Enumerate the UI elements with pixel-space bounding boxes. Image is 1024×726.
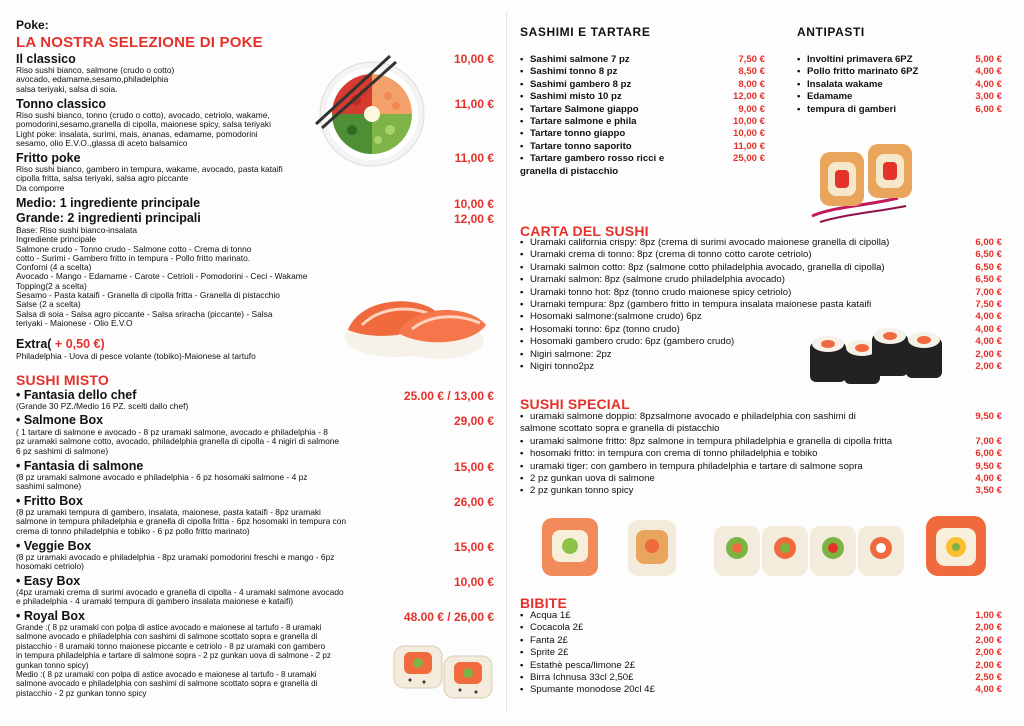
- special-item: [520, 448, 1002, 460]
- misto-item-price: 15,00 €: [453, 460, 494, 474]
- misto-item-desc: (8 pz uramaki avocado e philadelphia - 8pz uramaki pomodorini freschi e mango - 6pz hosomaki cetriolo): [16, 552, 335, 572]
- bibite-item-name: Spumante monodose 20cl 4£: [530, 684, 655, 696]
- bullet-icon: •: [520, 659, 524, 671]
- bullet-icon: •: [520, 634, 524, 646]
- misto-item-desc: (8 pz uramaki tempura di gambero, insalata, maionese, pasta kataifi - 8pz uramaki salmone in tempura philadelphia e granella di cipolla fritta - 6pz hosomaki in tempura con crema di tonno philadelphia e tobiko - 6 pz pollo fritto marinato): [16, 507, 347, 536]
- hosomaki-image: [806, 324, 946, 386]
- misto-item-price: 25.00 € / 13,00 €: [403, 389, 494, 403]
- bibite-item-price: 2,00 €: [975, 634, 1002, 646]
- extra-price: + 0,50 €): [54, 337, 105, 351]
- antipasti-item: [797, 54, 1002, 66]
- bibite-item-price: 2,00 €: [975, 659, 1002, 671]
- bullet-icon: •: [797, 54, 801, 65]
- misto-item-label: Salmone Box: [23, 413, 104, 427]
- misto-item-name: [16, 414, 103, 427]
- misto-item-label: Veggie Box: [23, 539, 92, 553]
- sashimi-list: [520, 54, 765, 178]
- bibite-item-name: Fanta 2£: [530, 634, 568, 646]
- bullet-icon: •: [520, 103, 524, 115]
- misto-item-label: Fantasia di salmone: [23, 459, 144, 473]
- poke-item-desc: Riso sushi bianco, tonno (crudo o cotto), avocado, cetriolo, wakame, pomodorini,sesamo,granella di cipolla, maionese spicy, salsa teriyaki Light poke: insalata, surimi, mais, ananas, edamame, pomodorini sesamo, olio E.V.O.,glassa di aceto balsamico: [16, 110, 271, 148]
- antipasti-item-price: 6,00 €: [975, 103, 1002, 115]
- bibite-item: [520, 672, 1002, 684]
- carta-item-name: Uramaki salmon cotto: 8pz (salmone cotto philadelphia avocado, granella di cipolla): [530, 261, 885, 273]
- misto-item-price: 29,00 €: [453, 414, 494, 428]
- bibite-item: [520, 622, 1002, 634]
- bullet-icon: •: [520, 140, 524, 152]
- special-item: [520, 485, 1002, 497]
- carta-item: [520, 237, 1002, 249]
- bullet-icon: •: [16, 494, 21, 508]
- misto-item-desc: (4pz uramaki crema di surimi avocado e granella di cipolla - 4 uramaki salmone avocado e philadelphia - 4 uramaki tempura di gambero insalata maionese e kataifi): [16, 587, 344, 607]
- special-item: [520, 436, 1002, 448]
- sashimi-item: [520, 79, 765, 91]
- carta-title: CARTA DEL SUSHI: [520, 223, 649, 239]
- special-title: SUSHI SPECIAL: [520, 396, 630, 412]
- sashimi-item-price: 8,50 €: [738, 66, 765, 78]
- carta-item: [520, 249, 1002, 261]
- poke-item-name: Fritto poke: [16, 151, 81, 165]
- poke-item-name: Il classico: [16, 52, 76, 66]
- carta-item-price: 6,50 €: [975, 261, 1002, 273]
- bullet-icon: •: [16, 539, 21, 553]
- sushi-misto-title: SUSHI MISTO: [16, 372, 109, 388]
- carta-item-price: 7,00 €: [975, 286, 1002, 298]
- bullet-icon: •: [520, 261, 524, 273]
- antipasti-title: ANTIPASTI: [797, 25, 865, 39]
- bullet-icon: •: [520, 485, 524, 497]
- bibite-item-price: 4,00 €: [975, 684, 1002, 696]
- sushi-special-image: [536, 512, 996, 582]
- special-item-price: 3,50 €: [975, 485, 1002, 497]
- bibite-item-name: Cocacola 2£: [530, 622, 584, 634]
- bullet-icon: •: [520, 323, 524, 335]
- sashimi-item-cont: granella di pistacchio: [520, 165, 619, 177]
- sashimi-item-price: 10,00 €: [732, 116, 765, 128]
- antipasti-item-price: 5,00 €: [975, 54, 1002, 65]
- antipasti-list: [797, 54, 1002, 116]
- antipasti-item-name: Edamame: [807, 91, 853, 103]
- antipasti-item: [797, 66, 1002, 78]
- bibite-list: [520, 610, 1002, 697]
- carta-item-name: Uramaki tonno hot: 8pz (tonno crudo maionese spicy cetriolo): [530, 286, 792, 298]
- misto-item-price: 26,00 €: [453, 495, 494, 509]
- extra-label: Extra(: [16, 337, 52, 351]
- sashimi-item-price: 7,50 €: [738, 54, 765, 65]
- sashimi-item: [520, 116, 765, 128]
- carta-item-price: 2,00 €: [975, 361, 1002, 373]
- special-item-name: uramaki salmone doppio: 8pzsalmone avocado e philadelphia con sashimi di: [530, 411, 856, 422]
- antipasti-item-name: Insalata wakame: [807, 78, 883, 90]
- misto-item-name: [16, 610, 85, 623]
- bullet-icon: •: [520, 448, 524, 460]
- special-item-cont: salmone scottato sopra e granella di pistacchio: [520, 423, 720, 435]
- poke-medio-price: 10,00 €: [453, 197, 494, 211]
- special-item-price: 4,00 €: [975, 473, 1002, 485]
- bullet-icon: •: [520, 237, 524, 248]
- bullet-icon: •: [16, 459, 21, 473]
- carta-item-name: Nigiri salmone: 2pz: [530, 348, 612, 360]
- bullet-icon: •: [520, 66, 524, 78]
- carta-item-name: Uramaki california crispy: 8pz (crema di surimi avocado maionese granella di cipolla): [530, 237, 890, 248]
- sashimi-item-name: Sashimi tonno 8 pz: [530, 66, 618, 78]
- bibite-item: [520, 684, 1002, 696]
- bibite-item-name: Acqua 1£: [530, 610, 571, 621]
- bibite-item: [520, 610, 1002, 622]
- carta-item-name: Nigiri tonno2pz: [530, 361, 594, 373]
- bibite-item-name: Birra Ichnusa 33cl 2,50£: [530, 672, 634, 684]
- antipasti-roll-image: [806, 136, 926, 228]
- bibite-item-price: 2,00 €: [975, 622, 1002, 634]
- carta-item: [520, 274, 1002, 286]
- misto-item-label: Easy Box: [23, 574, 81, 588]
- sashimi-item: [520, 128, 765, 140]
- carta-item: [520, 311, 1002, 323]
- misto-item-label: Royal Box: [23, 609, 86, 623]
- sashimi-title: SASHIMI E TARTARE: [520, 25, 651, 39]
- royal-box-image: [388, 632, 498, 708]
- carta-item-name: Uramaki tempura: 8pz (gambero fritto in tempura insalata maionese pasta kataifi: [530, 299, 872, 311]
- carta-item-name: Hosomaki salmone:(salmone crudo) 6pz: [530, 311, 702, 323]
- bullet-icon: •: [520, 411, 524, 422]
- bullet-icon: •: [520, 622, 524, 634]
- bullet-icon: •: [520, 286, 524, 298]
- bullet-icon: •: [16, 574, 21, 588]
- misto-item-label: Fantasia dello chef: [23, 388, 137, 402]
- special-item: [520, 461, 1002, 473]
- bullet-icon: •: [520, 684, 524, 696]
- carta-item: [520, 287, 1002, 299]
- bullet-icon: •: [520, 473, 524, 485]
- bullet-icon: •: [520, 672, 524, 684]
- special-item-price: 9,50 €: [975, 460, 1002, 472]
- column-divider: [506, 12, 507, 712]
- bullet-icon: •: [16, 609, 21, 623]
- sashimi-item: [520, 91, 765, 103]
- bibite-item-name: Estathè pesca/limone 2£: [530, 659, 636, 671]
- special-item-name: 2 pz gunkan uova di salmone: [530, 473, 655, 485]
- misto-item-desc: (Grande 30 PZ./Medio 16 PZ. scelti dallo chef): [16, 401, 189, 411]
- bibite-title: BIBITE: [520, 595, 568, 611]
- poke-item-name: Tonno classico: [16, 97, 107, 111]
- antipasti-item-name: Involtini primavera 6PZ: [807, 54, 913, 65]
- carta-item-price: 4,00 €: [975, 323, 1002, 335]
- sashimi-item-name: Sashimi gambero 8 pz: [530, 78, 632, 90]
- bullet-icon: •: [520, 311, 524, 323]
- special-item-name: uramaki tiger: con gambero in tempura philadelphia e tartare di salmone sopra: [530, 460, 863, 472]
- bullet-icon: •: [520, 128, 524, 140]
- special-item-price: 6,00 €: [975, 448, 1002, 460]
- sashimi-item-price: 25,00 €: [732, 153, 765, 165]
- carta-item-price: 6,00 €: [975, 237, 1002, 248]
- sashimi-item-name: Tartare salmone e phila: [530, 116, 637, 128]
- misto-item-desc: Grande :( 8 pz uramaki con polpa di astice avocado e maionese al tartufo - 8 uramaki salmone avocado e philadelphia con sashimi di salmone scottato sopra e granella di pistacchio - 8 uramaki tonno maionese piccante e cetriolo - 8 pz uramaki con gambero in tempura philadelphia e tartare di salmone sopra - 2 pz gunkan uova di salmone - 2 pz gunkan tonno spicy) Medio :( 8 pz uramaki con polpa di astice avocado e maionese al tartufo - 8 uramaki salmone avocado e philadelphia con sashimi di salmone scottato sopra e granella di pistacchio - 2 pz gunkan tonno spicy: [16, 623, 331, 698]
- bullet-icon: •: [520, 78, 524, 90]
- bullet-icon: •: [797, 78, 801, 90]
- sashimi-item-price: 11,00 €: [733, 140, 765, 152]
- poke-section-title: LA NOSTRA SELEZIONE DI POKE: [16, 34, 263, 51]
- carta-item-name: Uramaki salmon: 8pz (salmone crudo philadelphia avocado): [530, 274, 785, 286]
- bullet-icon: •: [520, 299, 524, 311]
- poke-item-desc: Riso sushi bianco, gambero in tempura, wakame, avocado, pasta kataifi cipolla fritta, salsa teriyaki, salsa agro piccante Da comporre: [16, 164, 283, 193]
- special-item-name: 2 pz gunkan tonno spicy: [530, 485, 634, 497]
- special-item: [520, 473, 1002, 485]
- antipasti-item-price: 4,00 €: [975, 78, 1002, 90]
- bibite-item-price: 2,50 €: [975, 672, 1002, 684]
- poke-grande-name: Grande: 2 ingredienti principali: [16, 211, 201, 225]
- antipasti-item: [797, 79, 1002, 91]
- special-item-name: hosomaki fritto: in tempura con crema di tonno philadelphia e tobiko: [530, 448, 818, 460]
- special-list: [520, 411, 1002, 498]
- misto-item-label: Fritto Box: [23, 494, 83, 508]
- antipasti-item-name: Pollo fritto marinato 6PZ: [807, 66, 919, 78]
- poke-item-price: 11,00 €: [454, 97, 494, 111]
- bullet-icon: •: [520, 435, 524, 447]
- bullet-icon: •: [520, 647, 524, 659]
- sashimi-item-price: 10,00 €: [732, 128, 765, 140]
- special-item-price: 7,00 €: [975, 435, 1002, 447]
- bullet-icon: •: [520, 54, 524, 65]
- poke-item-price: 11,00 €: [454, 151, 494, 165]
- sashimi-item-name: Sashimi salmone 7 pz: [530, 54, 630, 65]
- bullet-icon: •: [520, 361, 524, 373]
- bullet-icon: •: [520, 91, 524, 103]
- misto-item-price: 15,00 €: [453, 540, 494, 554]
- poke-extra-desc: Philadelphia - Uova di pesce volante (tobiko)-Maionese al tartufo: [16, 351, 256, 361]
- carta-item-price: 4,00 €: [975, 336, 1002, 348]
- bibite-item-price: 1,00 €: [975, 610, 1002, 621]
- bullet-icon: •: [16, 388, 21, 402]
- poke-bowl-image: [312, 52, 432, 172]
- carta-item-price: 4,00 €: [975, 311, 1002, 323]
- special-item: [520, 411, 1002, 423]
- sashimi-item-name: Tartare gambero rosso ricci e: [530, 153, 665, 165]
- bullet-icon: •: [520, 116, 524, 128]
- sashimi-item-price: 8,00 €: [738, 78, 765, 90]
- misto-item-price: 48.00 € / 26,00 €: [403, 610, 494, 624]
- antipasti-item-price: 4,00 €: [975, 66, 1002, 78]
- misto-item-desc: ( 1 tartare di salmone e avocado - 8 pz uramaki salmone, avocado e philadelphia - 8 pz uramaki salmone cotto, avocado, philadelphia granella di cipolla - 4 nigiri di salmone 6 pz sashimi di salmone): [16, 427, 340, 456]
- carta-item-price: 7,50 €: [975, 299, 1002, 311]
- sashimi-item: [520, 54, 765, 66]
- sashimi-item: [520, 66, 765, 78]
- misto-item-desc: (8 pz uramaki salmone avocado e philadelphia - 6 pz hosomaki salmone - 4 pz sashimi salmone): [16, 472, 308, 492]
- bullet-icon: •: [16, 413, 21, 427]
- antipasti-item-name: tempura di gamberi: [807, 103, 897, 115]
- poke-compose-desc: Base: Riso sushi bianco-insalata Ingrediente principale Salmone crudo - Tonno crudo - Salmone cotto - Crema di tonno cotto - Surimi - Gambero fritto in tempura - Pollo fritto marinato. Conforni (4 a scelta) Avocado - Mango - Edamame - Carote - Cetrioli - Pomodorini - Ceci - Wakame Topping(2 a scelta) Sesamo - Pasta kataifi - Granella di cipolla fritta - Granella di pistacchio Salse (2 a scelta) Salsa di soia - Salsa agro piccante - Salsa sriracha (piccante) - Salsa teriyaki - Maionese - Olio E.V.O: [16, 225, 308, 328]
- carta-item-price: 6,50 €: [975, 249, 1002, 261]
- bullet-icon: •: [520, 460, 524, 472]
- poke-label: Poke:: [16, 18, 49, 32]
- carta-item-name: Uramaki crema di tonno: 8pz (crema di tonno cotto carote cetriolo): [530, 249, 812, 261]
- bullet-icon: •: [520, 336, 524, 348]
- bibite-item-name: Sprite 2£: [530, 647, 569, 659]
- bibite-item: [520, 647, 1002, 659]
- bullet-icon: •: [520, 249, 524, 261]
- bibite-item: [520, 635, 1002, 647]
- carta-item-price: 6,50 €: [975, 274, 1002, 286]
- antipasti-item: [797, 104, 1002, 116]
- carta-item: [520, 299, 1002, 311]
- sashimi-item-name: Tartare Salmone giappo: [530, 103, 639, 115]
- sashimi-item: [520, 104, 765, 116]
- sashimi-item-name: Sashimi misto 10 pz: [530, 91, 622, 103]
- poke-extra-label: [16, 338, 105, 351]
- sashimi-item-price: 9,00 €: [738, 103, 765, 115]
- sashimi-item-price: 12,00 €: [732, 91, 765, 103]
- carta-item-name: Hosomaki gambero crudo: 6pz (gambero crudo): [530, 336, 735, 348]
- sashimi-item-name: Tartare tonno saporito: [530, 140, 632, 152]
- bullet-icon: •: [797, 91, 801, 103]
- bibite-item-price: 2,00 €: [975, 647, 1002, 659]
- bullet-icon: •: [520, 274, 524, 286]
- poke-medio-name: Medio: 1 ingrediente principale: [16, 196, 201, 210]
- bullet-icon: •: [797, 66, 801, 78]
- sashimi-item: [520, 141, 765, 153]
- bibite-item: [520, 660, 1002, 672]
- special-item-price: 9,50 €: [975, 411, 1002, 422]
- sashimi-item-name: Tartare tonno giappo: [530, 128, 626, 140]
- bullet-icon: •: [797, 103, 801, 115]
- bullet-icon: •: [520, 153, 524, 165]
- poke-item-desc: Riso sushi bianco, salmone (crudo o cotto) avocado, edamame,sesamo,philadelphia salsa teriyaki, salsa di soia.: [16, 65, 175, 94]
- carta-item-name: Hosomaki tonno: 6pz (tonno crudo): [530, 323, 680, 335]
- poke-item-price: 10,00 €: [453, 52, 494, 66]
- carta-item-price: 2,00 €: [975, 348, 1002, 360]
- misto-item-price: 10,00 €: [453, 575, 494, 589]
- salmon-nigiri-image: [340, 285, 490, 365]
- sashimi-item: [520, 153, 765, 165]
- antipasti-item-price: 3,00 €: [975, 91, 1002, 103]
- carta-item: [520, 262, 1002, 274]
- special-item-name: uramaki salmone fritto: 8pz salmone in tempura philadelphia e granella di cipolla fritta: [530, 435, 893, 447]
- antipasti-item: [797, 91, 1002, 103]
- poke-grande-price: 12,00 €: [453, 212, 494, 226]
- bullet-icon: •: [520, 610, 524, 621]
- bullet-icon: •: [520, 348, 524, 360]
